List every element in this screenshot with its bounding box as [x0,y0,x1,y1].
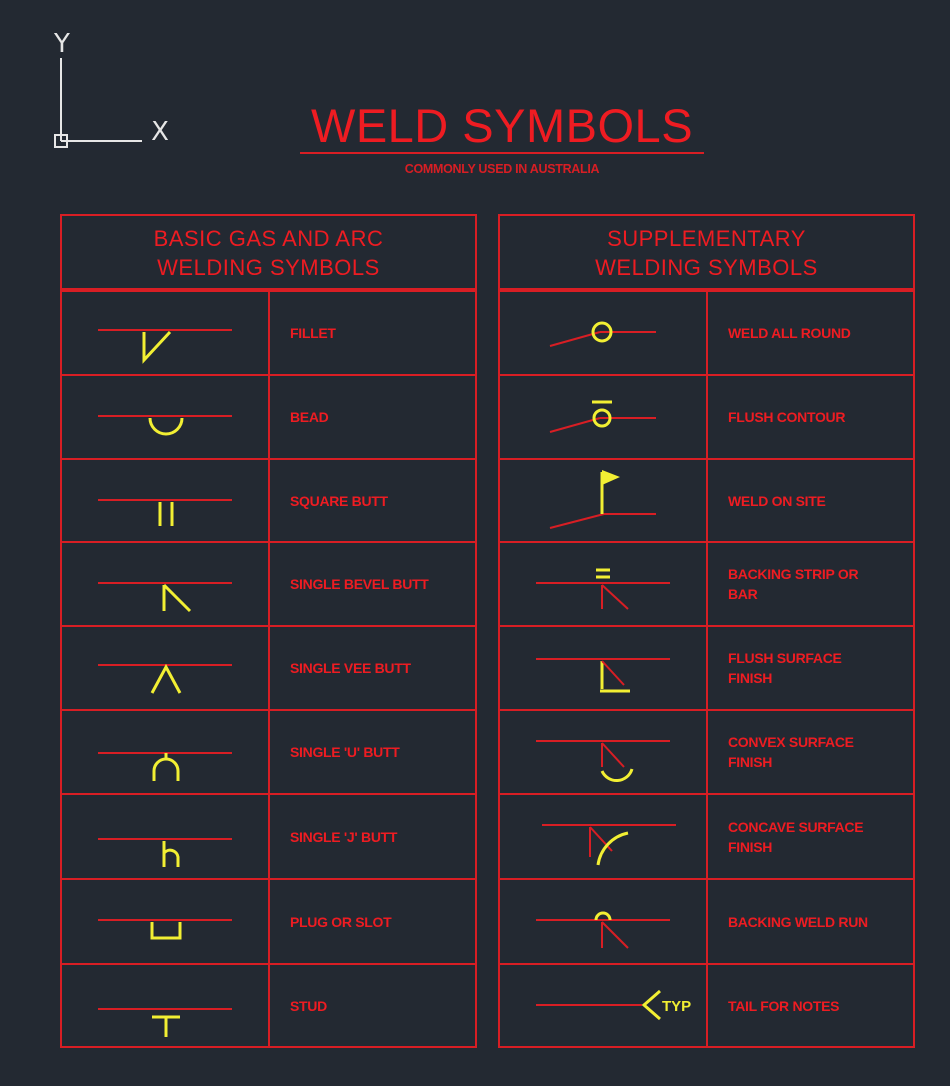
row-label: BACKING WELD RUN [728,913,868,930]
weld-on-site-flag-symbol-icon [500,460,706,541]
bead-symbol-icon [62,376,268,458]
row-label: SINGLE VEE BUTT [290,660,411,676]
table-row [500,709,913,793]
table-row [500,793,913,878]
table-row [500,625,913,709]
panel-heading [62,216,475,290]
heading-line: BASIC GAS AND ARC [153,226,384,251]
table-row [500,374,913,458]
square-butt-symbol-icon [62,460,268,541]
row-label: CONVEX SURFACE FINISH [728,734,854,770]
table-row [500,963,913,1046]
page-title: WELD SYMBOLS [310,99,694,152]
table-row [62,709,475,793]
basic-symbols-panel [60,214,477,1048]
page-subtitle: COMMONLY USED IN AUSTRALIA [404,162,600,176]
table-row [62,625,475,709]
single-vee-butt-symbol-icon [62,627,268,709]
table-row [500,541,913,625]
table-row [500,878,913,963]
ucs-axis-icon [40,28,180,158]
single-bevel-butt-symbol-icon [62,543,268,625]
row-label: WELD ON SITE [728,492,826,509]
single-u-butt-symbol-icon [62,711,268,793]
row-label: FILLET [290,325,336,341]
flush-surface-finish-symbol-icon [500,627,706,709]
table-row [62,458,475,541]
row-label: SQUARE BUTT [290,492,388,509]
weld-all-round-symbol-icon [500,292,706,374]
row-label: FLUSH SURFACE FINISH [728,650,842,686]
tail-for-notes-symbol-icon [500,965,706,1046]
table-row [62,374,475,458]
title-underline [300,152,704,154]
row-label: CONCAVE SURFACE FINISH [728,818,864,855]
row-label: STUD [290,997,327,1014]
row-label: PLUG OR SLOT [290,913,392,930]
single-j-butt-symbol-icon [62,795,268,878]
stud-symbol-icon [62,965,268,1046]
table-row [500,290,913,374]
flush-contour-symbol-icon [500,376,706,458]
backing-strip-symbol-icon [500,543,706,625]
row-label: TAIL FOR NOTES [728,997,840,1014]
table-row [500,458,913,541]
row-label: SINGLE BEVEL BUTT [290,576,429,592]
table-row [62,793,475,878]
heading-line: WELDING SYMBOLS [595,255,818,280]
table-row [62,963,475,1046]
heading-line: SUPPLEMENTARY [607,226,806,251]
row-label: BEAD [290,409,329,425]
table-row [62,290,475,374]
row-label: SINGLE 'J' BUTT [290,828,398,845]
x-axis-label: X [151,117,169,147]
y-axis-label: Y [54,29,70,59]
row-label: SINGLE 'U' BUTT [290,744,400,760]
row-label: FLUSH CONTOUR [728,409,846,425]
concave-surface-finish-symbol-icon [500,795,706,878]
row-label: BACKING STRIP OR BAR [728,566,859,602]
tail-note-text: TYP [662,998,692,1015]
plug-or-slot-symbol-icon [62,880,268,963]
table-row [62,541,475,625]
table-row [62,878,475,963]
backing-weld-run-symbol-icon [500,880,706,963]
fillet-symbol-icon [62,292,268,374]
heading-line: WELDING SYMBOLS [157,255,380,280]
panel-heading [500,216,913,290]
supplementary-symbols-panel [498,214,915,1048]
convex-surface-finish-symbol-icon [500,711,706,793]
row-label: WELD ALL ROUND [728,325,851,341]
